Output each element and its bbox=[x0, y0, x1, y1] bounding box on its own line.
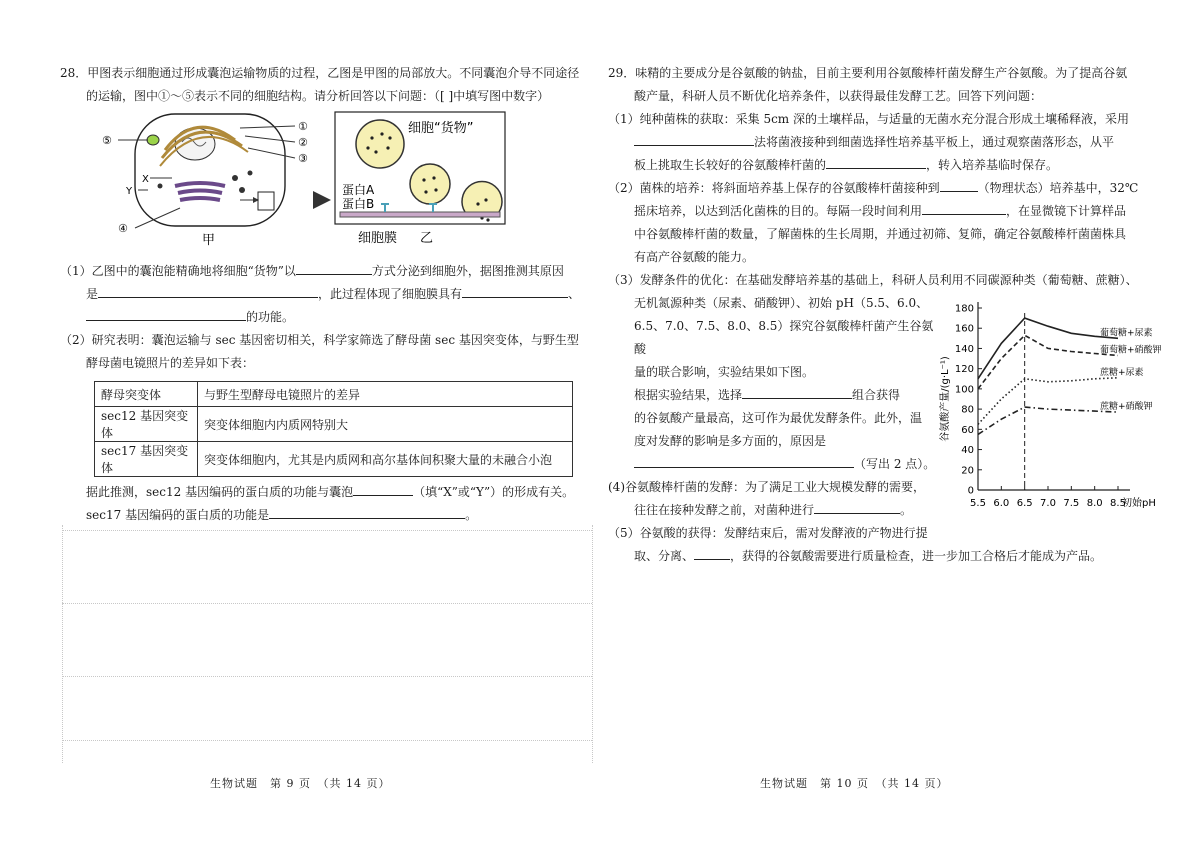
q29-p5-line2 bbox=[608, 545, 1148, 568]
x-axis-label: 初始pH bbox=[1122, 498, 1156, 509]
answer-blank[interactable] bbox=[694, 546, 730, 560]
page-footer-right: 生物试题 第 10 页 （共 14 页） bbox=[760, 777, 949, 790]
q29-p3-block bbox=[608, 292, 1162, 545]
q29-p3-line3: 6.5、7.0、7.5、8.0、8.5）探究谷氨酸棒杆菌产生谷氨酸 bbox=[634, 319, 934, 356]
q29-p1-line2 bbox=[608, 131, 1148, 154]
answer-area-divider bbox=[62, 603, 592, 604]
answer-area-divider bbox=[62, 530, 592, 531]
q29-intro-line1: 29．味精的主要成分是谷氨酸的钠盐，目前主要利用谷氨酸棒杆菌发酵生产谷氨酸。为了提高谷氨 bbox=[608, 66, 1128, 80]
legend-label: 蔗糖+尿素 bbox=[1100, 367, 1144, 378]
fig-jia-label: 甲 bbox=[202, 233, 216, 248]
x-tick-label: 8.0 bbox=[1086, 498, 1103, 509]
answer-blank[interactable] bbox=[826, 155, 926, 169]
q28-sub1-line3 bbox=[60, 306, 595, 329]
q29-p1-text-c: 板上挑取生长较好的谷氨酸棒杆菌的 bbox=[634, 158, 827, 172]
q28-sub1-text-a: （1）乙图中的囊泡能精确地将细胞“货物”以 bbox=[60, 264, 296, 278]
page-footer-left: 生物试题 第 9 页 （共 14 页） bbox=[210, 777, 391, 790]
q28-sub2-line2: 酵母菌电镜照片的差异如下表： bbox=[86, 356, 255, 370]
answer-blank[interactable] bbox=[940, 178, 978, 192]
label-4: ④ bbox=[118, 222, 128, 235]
panel-yi-diagram bbox=[335, 112, 505, 246]
q28-sub1-line2 bbox=[60, 283, 595, 306]
y-tick-label: 160 bbox=[954, 323, 974, 335]
yi-protein-b-label: 蛋白B bbox=[342, 197, 375, 211]
q29-p3-line1: （3）发酵条件的优化：在基础发酵培养基的基础上，科研人员利用不同碳源种类（葡萄糖、蔗糖）、 bbox=[608, 273, 1138, 287]
y-tick-label: 20 bbox=[961, 465, 974, 477]
q29-p2-line1 bbox=[608, 177, 1148, 200]
legend-label: 葡萄糖+硝酸钾 bbox=[1100, 345, 1162, 356]
q28-sub2-text-d: （填“X”或“Y”）的形成有关。 bbox=[413, 485, 575, 499]
q28-sub1-line1 bbox=[60, 260, 595, 283]
right-page bbox=[608, 62, 1162, 568]
x-tick-label: 6.5 bbox=[1016, 498, 1033, 509]
table-cell: 突变体细胞内，尤其是内质网和高尔基体间积聚大量的未融合小泡 bbox=[198, 442, 573, 477]
table-cell: sec12 基因突变体 bbox=[95, 407, 198, 442]
chart-series-group bbox=[978, 318, 1118, 434]
yi-protein-a-label: 蛋白A bbox=[342, 183, 375, 197]
y-tick-label: 40 bbox=[961, 445, 974, 457]
answer-blank[interactable] bbox=[814, 500, 900, 514]
cell-jia-diagram bbox=[102, 114, 308, 248]
q29-p3-line2: 无机氮源种类（尿素、硝酸钾）、初始 pH（5.5、6.0、 bbox=[634, 296, 929, 310]
q29-p3-text-i: （写出 2 点）。 bbox=[854, 457, 936, 471]
answer-blank[interactable] bbox=[353, 482, 413, 496]
q29-p4-line1: (4)谷氨酸棒杆菌的发酵：为了满足工业大规模发酵的需要， bbox=[608, 480, 926, 494]
chart-legend bbox=[1100, 326, 1162, 412]
q29-p3-text-column bbox=[608, 292, 938, 545]
q29-p2-line3: 中谷氨酸棒杆菌的数量，了解菌株的生长周期，并通过初筛、复筛，确定谷氨酸棒杆菌菌株具 bbox=[634, 227, 1127, 241]
answer-blank[interactable] bbox=[634, 454, 854, 468]
yi-membrane-label: 细胞膜 bbox=[358, 231, 398, 246]
q29-p2-text-c: 摇床培养，以达到活化菌株的目的。每隔一段时间利用 bbox=[634, 204, 923, 218]
answer-area-divider bbox=[62, 676, 592, 677]
q29-p4-line2 bbox=[608, 499, 938, 522]
answer-blank[interactable] bbox=[462, 284, 568, 298]
y-tick-label: 120 bbox=[954, 364, 974, 376]
q29-p3-line8 bbox=[608, 453, 938, 476]
x-tick-label: 5.5 bbox=[970, 498, 986, 509]
q28-sub1-text-d: ，此过程体现了细胞膜具有 bbox=[318, 287, 463, 301]
q29-p4-text-b: 往往在接种发酵之前，对菌种进行 bbox=[634, 503, 815, 517]
y-tick-label: 100 bbox=[954, 384, 974, 396]
yi-cargo-label: 细胞“货物” bbox=[408, 121, 474, 136]
q29-p1-text-d: ，转入培养基临时保存。 bbox=[926, 158, 1059, 172]
series-line bbox=[978, 335, 1118, 389]
q29-p3-line6: 的谷氨酸产量最高，这可作为最优发酵条件。此外，温 bbox=[634, 411, 923, 425]
q28-sub2-text-f: 。 bbox=[465, 508, 478, 522]
q28-sub1-text-b: 方式分泌到细胞外，据图推测其原因 bbox=[371, 264, 564, 278]
label-5: ⑤ bbox=[102, 134, 112, 147]
label-1: ① bbox=[298, 120, 308, 133]
answer-blank[interactable] bbox=[742, 385, 852, 399]
legend-label: 葡萄糖+尿素 bbox=[1100, 328, 1153, 339]
label-x: X bbox=[142, 174, 149, 185]
q29-p5-line1: （5）谷氨酸的获得：发酵结束后，需对发酵液的产物进行提 bbox=[608, 526, 928, 540]
q29-p3-line5 bbox=[608, 384, 938, 407]
q29-p1-text-b: 法将菌液接种到细菌选择性培养基平板上，通过观察菌落形态，从平 bbox=[754, 135, 1115, 149]
q29-p3-text-e: 根据实验结果，选择 bbox=[634, 388, 743, 402]
y-tick-label: 140 bbox=[954, 343, 974, 355]
y-tick-label: 80 bbox=[961, 404, 974, 416]
label-3: ③ bbox=[298, 152, 308, 165]
y-tick-label: 0 bbox=[967, 485, 974, 497]
q29-p2-line2 bbox=[608, 200, 1148, 223]
answer-area-divider bbox=[62, 525, 63, 763]
table-header-cell: 与野生型酵母电镜照片的差异 bbox=[198, 382, 573, 407]
series-line bbox=[978, 407, 1118, 434]
q29-p1-line3 bbox=[608, 154, 1148, 177]
table-header-cell: 酵母突变体 bbox=[95, 382, 198, 407]
q28-sub1-text-c: 是 bbox=[86, 287, 99, 301]
mutant-table bbox=[94, 381, 573, 477]
answer-blank[interactable] bbox=[98, 284, 318, 298]
table-cell: 突变体细胞内内质网特别大 bbox=[198, 407, 573, 442]
q29-p3-text-f: 组合获得 bbox=[852, 388, 901, 402]
q29-p2-line4: 有高产谷氨酸的能力。 bbox=[634, 250, 755, 264]
label-2: ② bbox=[298, 136, 308, 149]
y-axis-label: 谷氨酸产量/(g·L⁻¹) bbox=[940, 356, 951, 442]
label-y: Y bbox=[126, 186, 133, 197]
q29-p5-text-b: 取、分离、 bbox=[634, 549, 695, 563]
q29-p4-text-c: 。 bbox=[900, 503, 913, 517]
q29-p2-text-b: （物理状态）培养基中，32℃ bbox=[977, 181, 1139, 195]
answer-blank[interactable] bbox=[634, 132, 754, 146]
q29-p2-text-a: （2）菌株的培养：将斜面培养基上保存的谷氨酸棒杆菌接种到 bbox=[608, 181, 940, 195]
q28-figure bbox=[90, 108, 510, 248]
answer-area-divider bbox=[62, 740, 592, 741]
x-tick-label: 7.5 bbox=[1063, 498, 1080, 509]
fig-yi-label: 乙 bbox=[420, 231, 434, 246]
q29-p1-line1: （1）纯种菌株的获取：采集 5cm 深的土壤样品，与适量的无菌水充分混合形成土壤稀释液，采用 bbox=[608, 112, 1130, 126]
legend-label: 蔗糖+硝酸钾 bbox=[1100, 402, 1153, 413]
y-tick-label: 60 bbox=[961, 424, 974, 436]
q28-intro-line1: 28．甲图表示细胞通过形成囊泡运输物质的过程，乙图是甲图的局部放大。不同囊泡介导不同途径 bbox=[60, 66, 580, 80]
x-tick-label: 6.0 bbox=[993, 498, 1010, 509]
y-tick-label: 180 bbox=[954, 303, 974, 315]
answer-blank[interactable] bbox=[86, 307, 246, 321]
q29-p3-line7: 度对发酵的影响是多方面的，原因是 bbox=[634, 434, 827, 448]
q28-sub2-text-e: sec17 基因编码的蛋白质的功能是 bbox=[86, 508, 270, 522]
table-header-row bbox=[95, 382, 573, 407]
answer-blank[interactable] bbox=[296, 261, 372, 275]
q28-intro-line2: 的运输，图中①～⑤表示不同的细胞结构。请分析回答以下问题：（[ ]中填写图中数字） bbox=[86, 89, 550, 103]
table-row bbox=[95, 442, 573, 477]
q29-p5-text-c: ，获得的谷氨酸需要进行质量检查，进一步加工合格后才能成为产品。 bbox=[730, 549, 1103, 563]
q28-sub2-line4 bbox=[60, 504, 595, 527]
q28-sub2-line1: （2）研究表明：囊泡运输与 sec 基因密切相关，科学家筛选了酵母菌 sec 基因突变体，与野生型 bbox=[60, 333, 579, 347]
answer-blank[interactable] bbox=[922, 201, 1006, 215]
q28-sub1-text-f: 的功能。 bbox=[246, 310, 295, 324]
q29-p3-line4: 量的联合影响，实验结果如下图。 bbox=[634, 365, 815, 379]
table-row bbox=[95, 407, 573, 442]
x-tick-label: 7.0 bbox=[1040, 498, 1056, 509]
left-page bbox=[60, 62, 595, 527]
x-tick-label: 8.5 bbox=[1110, 498, 1126, 509]
q28-sub1-text-e: 、 bbox=[568, 287, 581, 301]
answer-blank[interactable] bbox=[269, 505, 465, 519]
series-line bbox=[978, 378, 1118, 425]
table-cell: sec17 基因突变体 bbox=[95, 442, 198, 477]
q29-intro-line2: 酸产量，科研人员不断优化培养条件，以获得最佳发酵工艺。回答下列问题： bbox=[634, 89, 1043, 103]
answer-area-divider bbox=[592, 525, 593, 763]
q28-sub2-text-c: 据此推测，sec12 基因编码的蛋白质的功能与囊泡 bbox=[86, 485, 354, 499]
q29-p2-text-d: ，在显微镜下计算样品 bbox=[1006, 204, 1127, 218]
glutamate-yield-chart bbox=[938, 294, 1162, 522]
q28-sub2-line3 bbox=[60, 481, 595, 504]
